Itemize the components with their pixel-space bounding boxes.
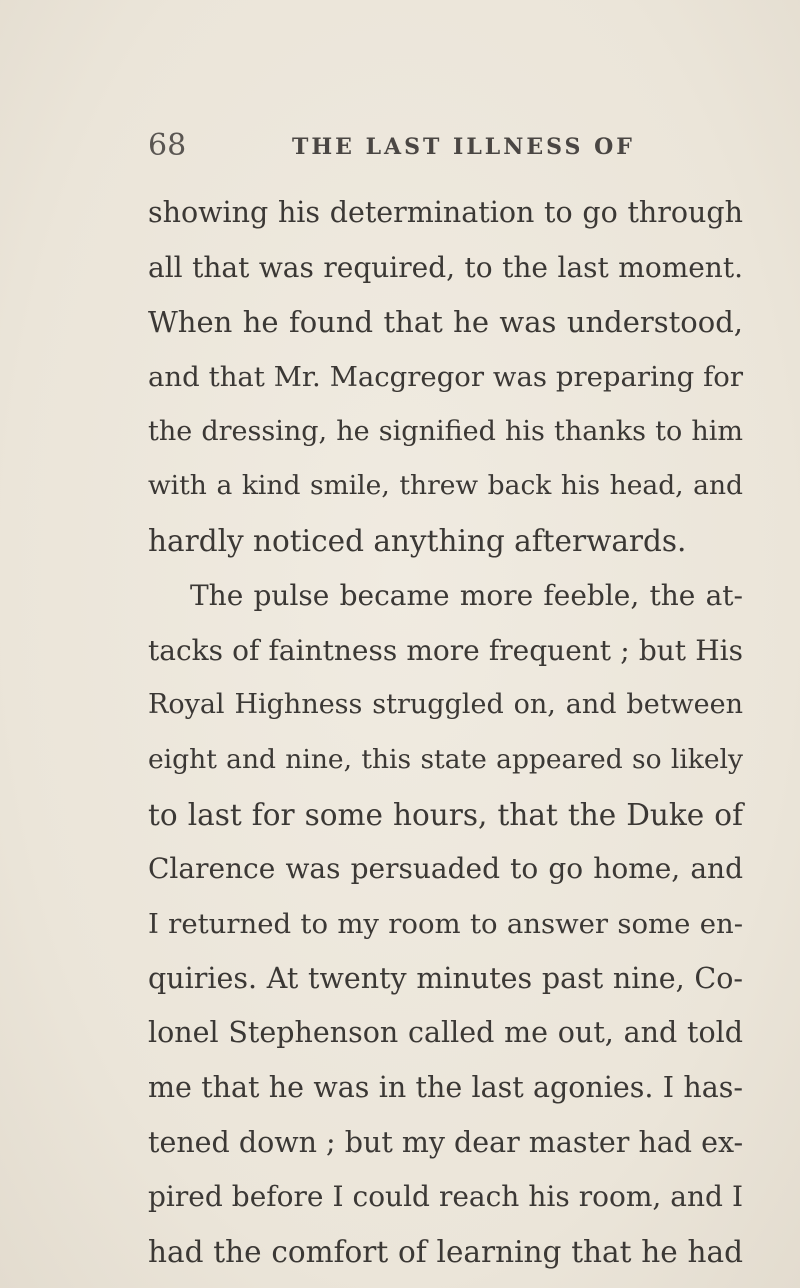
text-line: quiries. At twenty minutes past nine, Co- [148, 961, 743, 995]
text-line: with a kind smile, threw back his head, and [148, 470, 743, 502]
text-line: to last for some hours, that the Duke of [148, 797, 743, 832]
text-line: pired before I could reach his room, and I [148, 1180, 743, 1214]
text-line: me that he was in the last agonies. I has- [148, 1071, 743, 1104]
text-line: eight and nine, this state appeared so likely [148, 743, 743, 775]
page-number: 68 [148, 128, 187, 163]
text-line: tened down ; but my dear master had ex- [148, 1125, 744, 1159]
text-line: had the comfort of learning that he had [148, 1235, 743, 1270]
text-line: and that Mr. Macgregor was preparing for [148, 361, 743, 394]
text-line: When he found that he was understood, [148, 305, 743, 340]
page-header [0, 128, 800, 168]
body-text [148, 190, 743, 1284]
text-line: lonel Stephenson called me out, and told [148, 1016, 743, 1050]
text-line: the dressing, he signified his thanks to him [148, 415, 743, 447]
text-line: Clarence was persuaded to go home, and [148, 852, 743, 886]
text-line: showing his determination to go through [148, 196, 743, 229]
running-head: THE LAST ILLNESS OF [292, 134, 635, 160]
text-line: tacks of faintness more frequent ; but His [148, 633, 743, 667]
text-line: Royal Highness struggled on, and between [148, 689, 743, 721]
text-line: The pulse became more feeble, the at- [190, 578, 743, 612]
text-line: I returned to my room to answer some en- [148, 907, 743, 940]
text-line: all that was required, to the last moment. [148, 250, 743, 284]
text-line: hardly noticed anything afterwards. [148, 524, 687, 559]
